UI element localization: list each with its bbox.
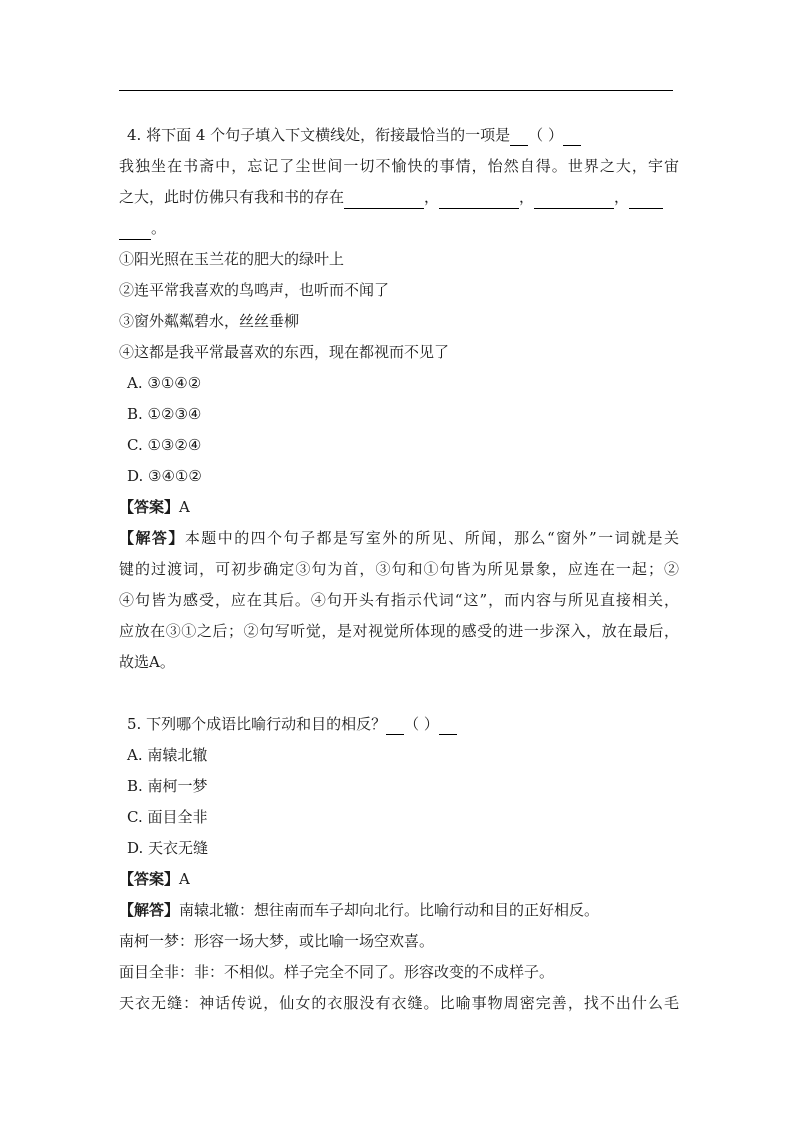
q4-answer-blank-left [510, 127, 528, 146]
q4-passage-line1: 我独坐在书斋中，忘记了尘世间一切不愉快的事情，怡然自得。世界之大，宇宙 [119, 157, 679, 175]
q4-option-c: C. ①③②④ [127, 436, 202, 454]
explanation-tag: 【解答】 [119, 901, 180, 919]
q5-option-c: C. 面目全非 [127, 808, 208, 826]
answer-value: A [179, 498, 190, 516]
q4-explanation-line2: 键的过渡词，可初步确定③句为首，③句和①句皆为所见景象，应连在一起；② [119, 560, 679, 578]
q4-explanation-line1 [119, 523, 679, 554]
q4-answer [119, 492, 679, 523]
q5-answer-blank-left [386, 716, 404, 735]
explanation-text: 本题中的四个句子都是写室外的所见、所闻，那么“窗外”一词就是关 [184, 529, 679, 547]
fill-blank-1 [344, 188, 424, 209]
q5-stem [119, 709, 679, 740]
explanation-tag: 【解答】 [119, 529, 185, 547]
q4-explanation-line5: 故选A。 [119, 653, 175, 671]
period: 。 [151, 219, 167, 237]
q5-option-d: D. 天衣无缝 [127, 839, 209, 857]
q4-stem [119, 120, 679, 151]
fill-blank-4-start [629, 188, 663, 209]
q5-answer [119, 864, 679, 895]
explanation-text: 南辕北辙：想往南而车子却向北行。比喻行动和目的正好相反。 [179, 901, 600, 919]
q5-explanation-line4: 天衣无缝：神话传说，仙女的衣服没有衣缝。比喻事物周密完善，找不出什么毛 [119, 994, 679, 1012]
q5-explanation-line1 [119, 895, 679, 926]
q4-sentence-2: ②连平常我喜欢的鸟鸣声，也听而不闻了 [119, 281, 390, 299]
q4-option-d: D. ③④①② [127, 467, 202, 485]
fill-blank-4-end [119, 219, 151, 240]
q5-explanation-line3: 面目全非：非：不相似。样子完全不同了。形容改变的不成样子。 [119, 963, 555, 981]
q5-option-a: A. 南辕北辙 [127, 746, 208, 764]
q4-passage-line3 [119, 213, 679, 244]
answer-tag: 【答案】 [119, 870, 180, 888]
q4-sentence-4: ④这都是我平常最喜欢的东西，现在都视而不见了 [119, 343, 450, 361]
answer-tag: 【答案】 [119, 498, 180, 516]
q4-explanation-line3: ④句皆为感受，应在其后。④句开头有指示代词“这”，而内容与所见直接相关， [119, 591, 679, 609]
q4-passage-text: 之大，此时仿佛只有我和书的存在 [119, 188, 345, 206]
fill-blank-3 [534, 188, 614, 209]
q4-option-b: B. ①②③④ [127, 405, 202, 423]
comma: ， [519, 188, 535, 206]
answer-value: A [179, 870, 190, 888]
comma: ， [424, 188, 440, 206]
q5-answer-blank-right [439, 716, 457, 735]
q4-sentence-3: ③窗外粼粼碧水，丝丝垂柳 [119, 312, 300, 330]
q4-option-a: A. ③①④② [127, 374, 202, 392]
header-rule [119, 90, 673, 91]
q4-stem-text: 4. 将下面 4 个句子填入下文横线处，衔接最恰当的一项是 [127, 126, 511, 144]
q4-explanation-line4: 应放在③①之后；②句写听觉，是对视觉所体现的感受的进一步深入，放在最后， [119, 622, 679, 640]
q5-paren: （ ） [404, 715, 439, 733]
question-spacer [119, 678, 679, 709]
q5-explanation-line2: 南柯一梦：形容一场大梦，或比喻一场空欢喜。 [119, 932, 435, 950]
q5-stem-text: 5. 下列哪个成语比喻行动和目的相反？ [127, 715, 387, 733]
comma: ， [614, 188, 630, 206]
fill-blank-2 [439, 188, 519, 209]
q4-answer-blank-right [563, 127, 581, 146]
q5-option-b: B. 南柯一梦 [127, 777, 208, 795]
page-content [119, 120, 679, 1019]
q4-passage-line2 [119, 182, 679, 213]
q4-sentence-1: ①阳光照在玉兰花的肥大的绿叶上 [119, 250, 345, 268]
q4-paren: （ ） [528, 126, 563, 144]
